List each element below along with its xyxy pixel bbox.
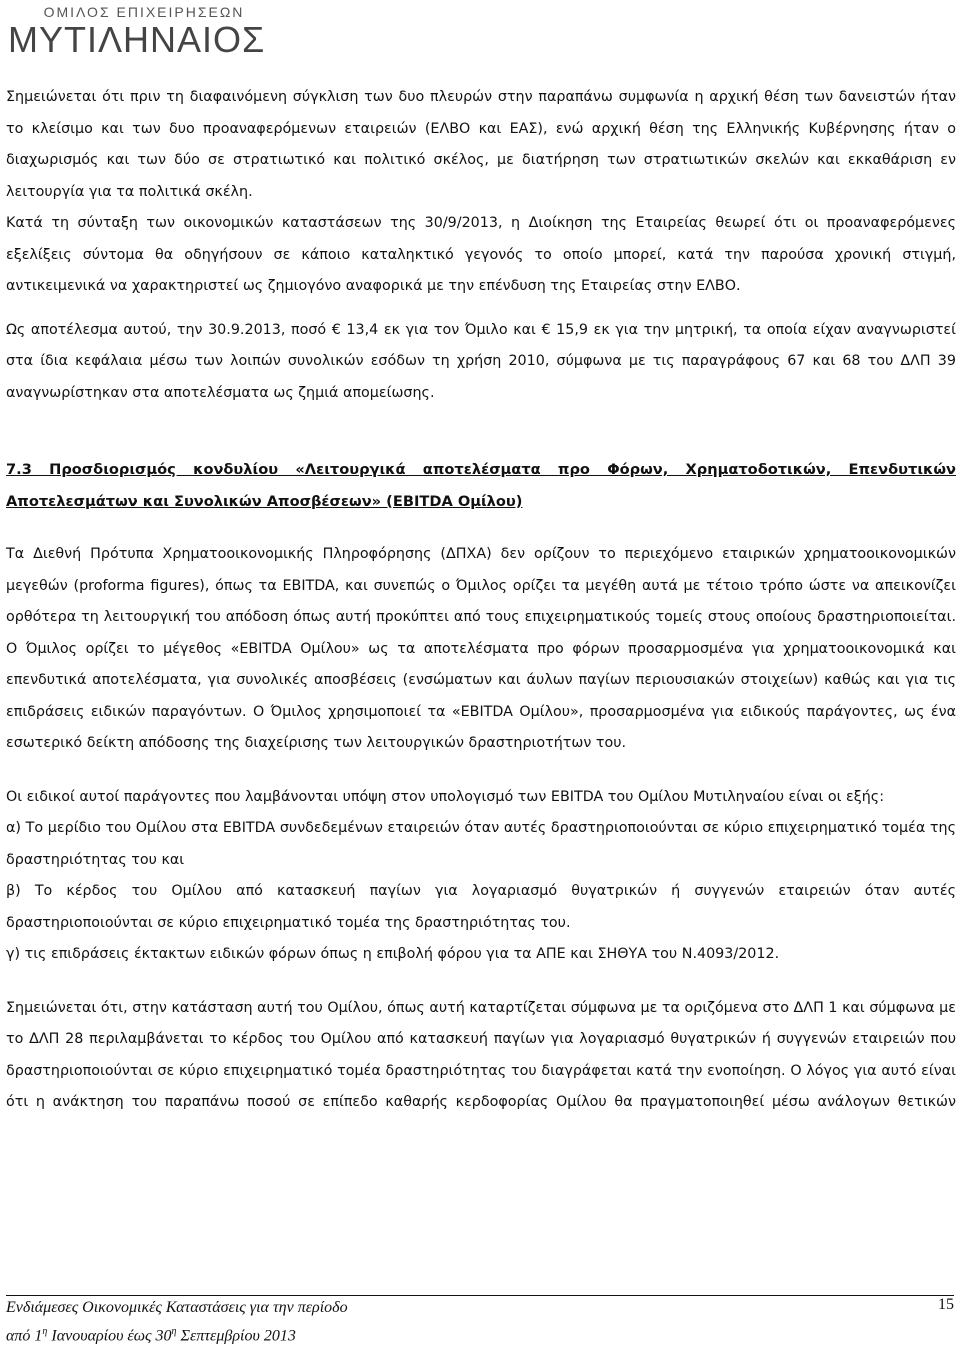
company-logo (8, 4, 270, 58)
document-body (6, 82, 956, 1119)
paragraph-3: Τα Διεθνή Πρότυπα Χρηματοοικονομικής Πληροφόρησης (ΔΠΧΑ) δεν ορίζουν το περιεχόμενο εταιρικών χρηματοοικονομικών μεγεθών (proforma figures), όπως τα EBITDA, και συνεπώς ο Όμιλος ορίζει τα μεγέθη αυτά με τέτοιο τρόπο ώστε να απεικονίζει ορθότερα τη λειτουργική του απόδοση όπως αυτή προκύπτει από τους επιχειρηματικούς τομείς στους οποίους δραστηριοποιείται. Ο Όμιλος ορίζει το μέγεθος «EBITDA Ομίλου» ως τα αποτελέσματα προ φόρων προσαρμοσμένα για χρηματοοικονομικά και επενδυτικά αποτελέσματα, για συνολικές αποσβέσεις (ενσώματων και άυλων παγίων περιουσιακών στοιχείων) καθώς και για τις επιδράσεις ειδικών παραγόντων. Ο Όμιλος χρησιμοποιεί τα «EBITDA Ομίλου», προσαρμοσμένα για ειδικούς παράγοντες, ως ένα εσωτερικό δείκτη απόδοσης της διαχείρισης των λειτουργικών δραστηριοτήτων του. (6, 546, 956, 751)
footer-line-2: από $1^\eta$ Ιανουαρίου έως $30^\eta$ Σεπτεμβρίου 2013 (6, 1326, 296, 1345)
section-heading: 7.3 Προσδιορισμός κονδυλίου «Λειτουργικά αποτελέσματα προ Φόρων, Χρηματοδοτικών, Επενδυτικών Αποτελεσμάτων και Συνολικών Αποσβέσεων» (EBITDA Ομίλου) (6, 461, 956, 510)
page-number: 15 (938, 1296, 954, 1313)
list-item-a: α) Το μερίδιο του Ομίλου στα EBITDA συνδεδεμένων εταιρειών όταν αυτές δραστηριοποιούνται σε κύριο επιχειρηματικό τομέα της δραστηριότητας του και (6, 820, 956, 868)
paragraph-2: Ως αποτέλεσμα αυτού, την 30.9.2013, ποσό € 13,4 εκ για τον Όμιλο και € 15,9 εκ για την μητρική, τα οποία είχαν αναγνωριστεί στα ίδια κεφάλαια μέσω των λοιπών συνολικών εσόδων τη χρήση 2010, σύμφωνα με τις παραγράφους 67 και 68 του ΔΛΠ 39 αναγνωρίστηκαν στα αποτελέσματα ως ζημιά απομείωσης. (6, 321, 956, 401)
footer-text (6, 1296, 348, 1348)
footer-line-1: Ενδιάμεσες Οικονομικές Καταστάσεις για την περίοδο (6, 1299, 348, 1316)
paragraph-1b: Κατά τη σύνταξη των οικονομικών καταστάσεων της 30/9/2013, η Διοίκηση της Εταιρείας θεωρεί ότι οι προαναφερόμενες εξελίξεις σύντομα θα οδηγήσουν σε κάποιο καταληκτικό γεγονός το οποίο μπορεί, κατά την παρούσα χρονική στιγμή, αντικειμενικά να χαρακτηριστεί ως ζημιογόνο αναφορικά με την επένδυση της Εταιρείας στην ΕΛΒΟ. (6, 215, 956, 294)
paragraph-6: Σημειώνεται ότι, στην κατάσταση αυτή του Ομίλου, όπως αυτή καταρτίζεται σύμφωνα με τα οριζόμενα στο ΔΛΠ 1 και σύμφωνα με το ΔΛΠ 28 περιλαμβάνεται το κέρδος του Ομίλου από κατασκευή παγίων για λογαριασμό θυγατρικών ή συγγενών εταιρειών που δραστηριοποιούνται σε κύριο επιχειρηματικό τομέα δραστηριότητας του διαγράφεται κατά την ενοποίηση. Ο λόγος για αυτό είναι ότι η ανάκτηση του παραπάνω ποσού σε επίπεδο καθαρής κερδοφορίας Ομίλου θα πραγματοποιηθεί μέσω ανάλογων θετικών (6, 999, 956, 1110)
list-item-b: β) Το κέρδος του Ομίλου από κατασκευή παγίων για λογαριασμό θυγατρικών ή συγγενών εταιρειών όταν αυτές δραστηριοποιούνται σε κύριο επιχειρηματικό τομέα της δραστηριότητας του. (6, 883, 956, 931)
paragraph-1a: Σημειώνεται ότι πριν τη διαφαινόμενη σύγκλιση των δυο πλευρών στην παραπάνω συμφωνία η αρχική θέση των δανειστών ήταν το κλείσιμο και των δυο προαναφερόμενων εταιρειών (ΕΛΒΟ και ΕΑΣ), ενώ αρχική θέση της Ελληνικής Κυβέρνησης ήταν ο διαχωρισμός και των δύο σε στρατιωτικό και πολιτικό σκέλος, με διατήρηση των στρατιωτικών σκελών και εκκαθάριση εν λειτουργία για τα πολιτικά σκέλη. (6, 89, 956, 200)
logo-tagline: ΟΜΙΛΟΣ ΕΠΙΧΕΙΡΗΣΕΩΝ (43, 4, 245, 20)
paragraph-4: Οι ειδικοί αυτοί παράγοντες που λαμβάνονται υπόψη στον υπολογισμό των EBITDA του Ομίλου Μυτιληναίου είναι οι εξής: (6, 788, 885, 805)
list-item-c: γ) τις επιδράσεις έκτακτων ειδικών φόρων όπως η επιβολή φόρου για τα ΑΠΕ και ΣΗΘΥΑ του Ν.4093/2012. (6, 946, 780, 962)
logo-wordmark: ΜΥΤΙΛΗΝΑΙΟΣ (8, 19, 266, 60)
